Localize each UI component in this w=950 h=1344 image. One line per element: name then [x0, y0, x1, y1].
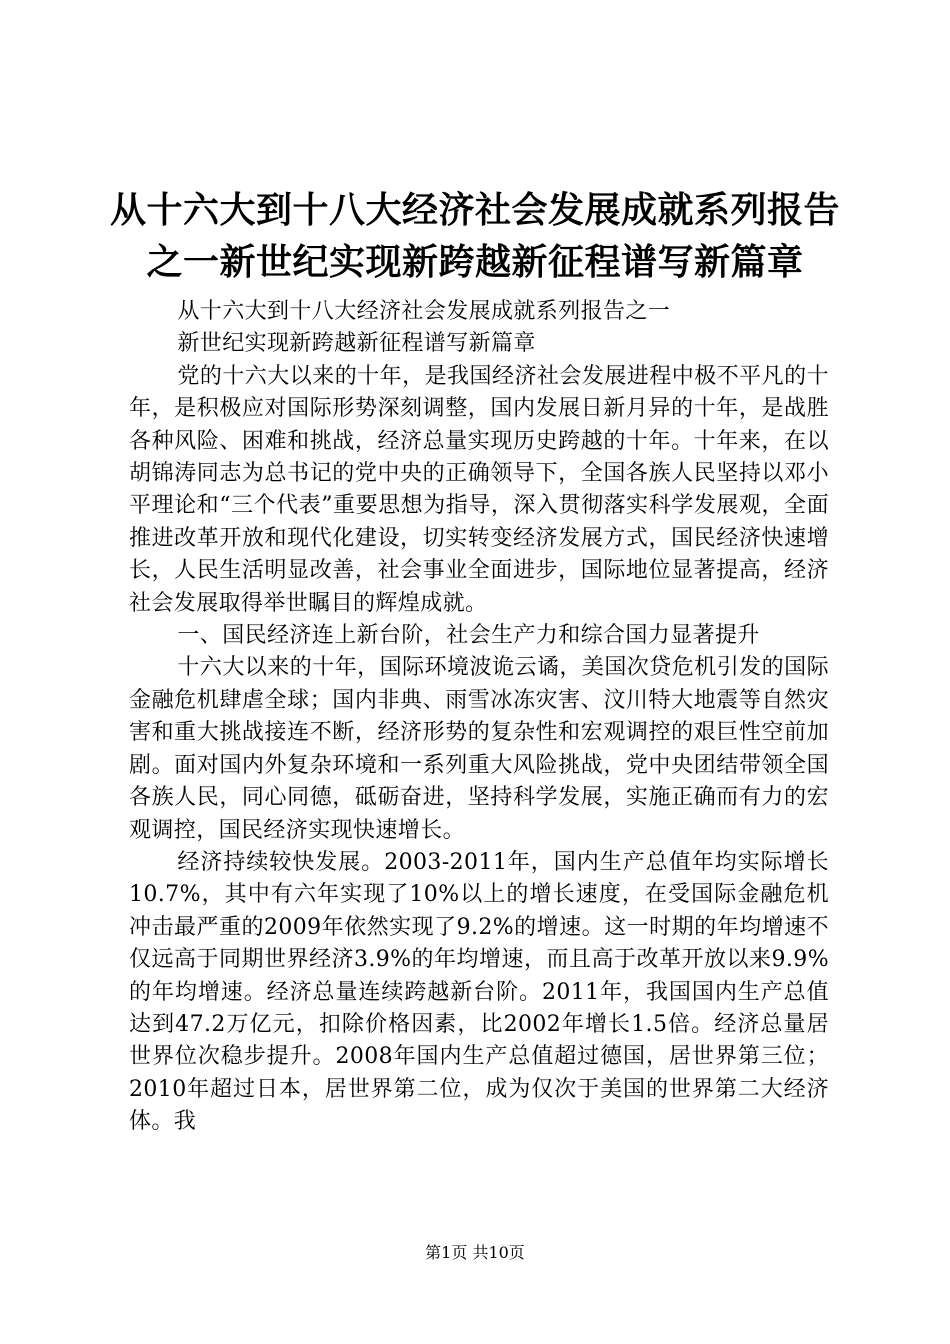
page-footer: 第1页 共10页 [425, 1243, 525, 1262]
document-body [129, 296, 829, 1139]
subtitle-line-2: 新世纪实现新跨越新征程谱写新篇章 [177, 331, 536, 357]
document-title-line-2: 之一新世纪实现新跨越新征程谱写新篇章 [146, 241, 804, 283]
subtitle-line-1: 从十六大到十八大经济社会发展成就系列报告之一 [177, 299, 671, 324]
paragraph-context: 十六大以来的十年，国际环境波诡云谲，美国次贷危机引发的国际金融危机肆虐全球；国内非典、雨雪冰冻灾害、汶川特大地震等自然灾害和重大挑战接连不断，经济形势的复杂性和宏观调控的艰巨性空前加剧。面对国内外复杂环境和一系列重大风险挑战，党中央团结带领全国各族人民，同心同德，砥砺奋进，坚持科学发展，实施正确而有力的宏观调控，国民经济实现快速增长。 [129, 655, 829, 843]
section-heading-1: 一、国民经济连上新台阶，社会生产力和综合国力显著提升 [177, 623, 760, 649]
paragraph-economy: 经济持续较快发展。2003-2011年，国内生产总值年均实际增长10.7%，其中有六年实现了10%以上的增长速度，在受国际金融危机冲击最严重的2009年依然实现了9.2%的增速。这一时期的年均增速不仅远高于同期世界经济3.9%的年均增速，而且高于改革开放以来9.9%的年均增速。经济总量连续跨越新台阶。2011年，我国国内生产总值达到47.2万亿元，扣除价格因素，比2002年增长1.5倍。经济总量居世界位次稳步提升。2008年国内生产总值超过德国，居世界第三位；2010年超过日本，居世界第二位，成为仅次于美国的世界第二大经济体。我 [129, 849, 829, 1135]
document-title-line-1: 从十六大到十八大经济社会发展成就系列报告 [109, 189, 840, 231]
paragraph-intro: 党的十六大以来的十年，是我国经济社会发展进程中极不平凡的十年，是积极应对国际形势深刻调整，国内发展日新月异的十年，是战胜各种风险、困难和挑战，经济总量实现历史跨越的十年。十年来，在以胡锦涛同志为总书记的党中央的正确领导下，全国各族人民坚持以邓小平理论和“三个代表”重要思想为指导，深入贯彻落实科学发展观，全面推进改革开放和现代化建设，切实转变经济发展方式，国民经济快速增长，人民生活明显改善，社会事业全面进步，国际地位显著提高，经济社会发展取得举世瞩目的辉煌成就。 [129, 363, 829, 616]
